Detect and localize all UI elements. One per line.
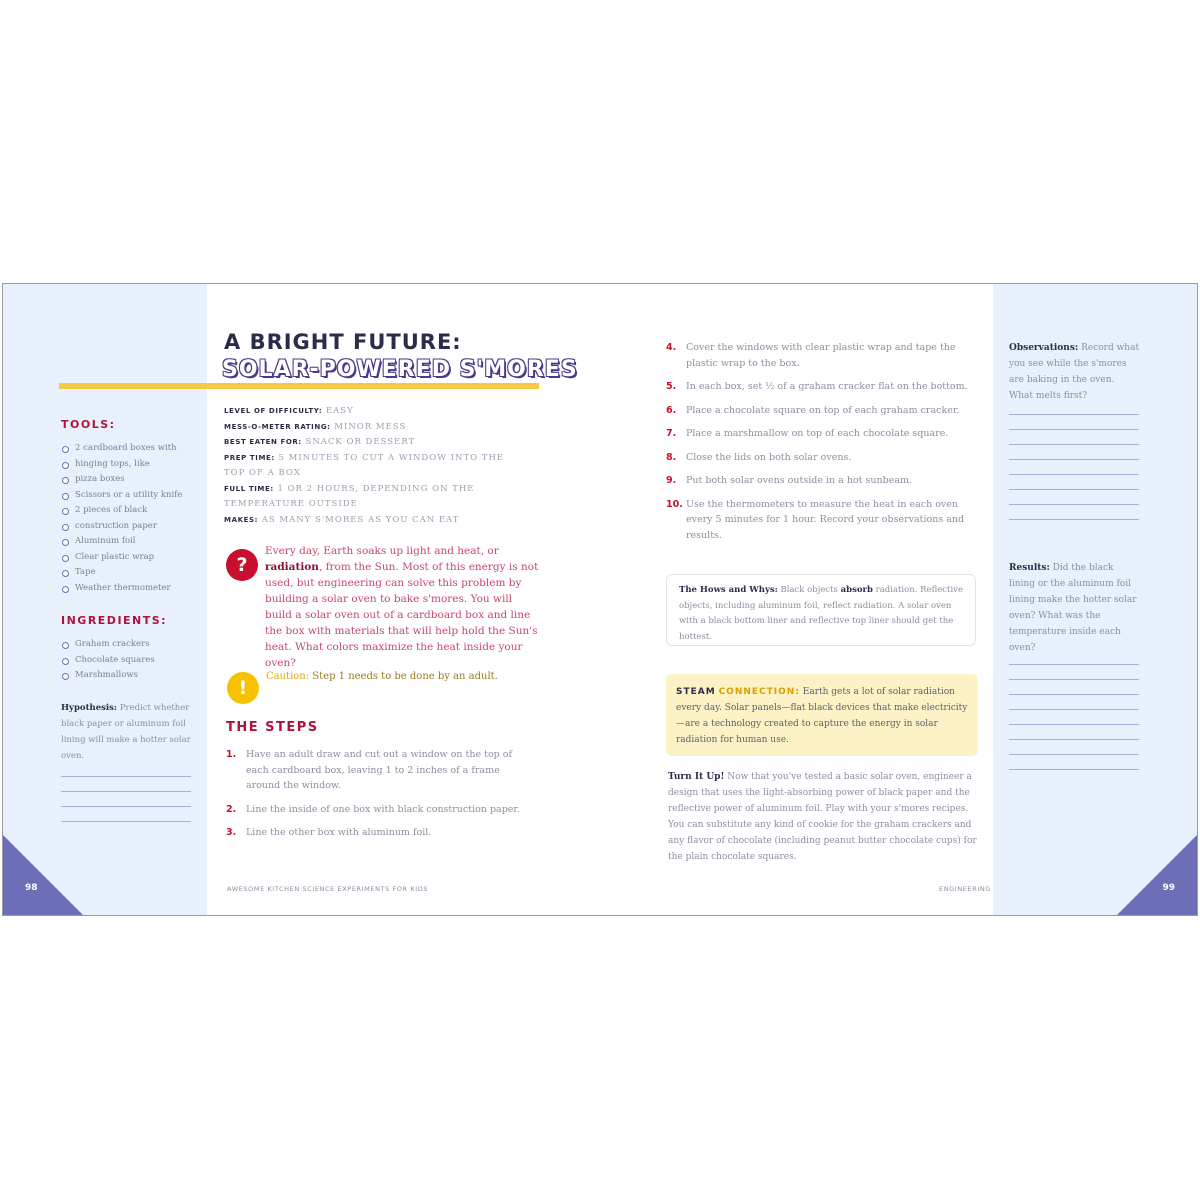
caution-note xyxy=(266,669,546,685)
step-item xyxy=(226,802,536,818)
book-spread xyxy=(2,283,1198,916)
meta-row xyxy=(224,435,524,451)
tool-item: Weather thermometer xyxy=(61,581,191,597)
meta-key: BEST EATEN FOR: xyxy=(224,438,302,446)
step-item xyxy=(666,340,978,371)
caution-icon: ! xyxy=(227,672,259,704)
observations-text: Record what you see while the s'mores are baking in the oven. What melts first? xyxy=(1009,343,1140,401)
meta-value: 1 OR 2 HOURS, DEPENDING ON THE TEMPERATURE OUTSIDE xyxy=(224,483,475,509)
step-number: 5. xyxy=(666,381,677,392)
title-underline-bar xyxy=(59,383,539,389)
step-number: 3. xyxy=(226,827,237,838)
observations-label: Observations: xyxy=(1009,343,1079,353)
ingredient-item: Graham crackers xyxy=(61,637,191,653)
tool-item: Scissors or a utility knife xyxy=(61,488,191,504)
howwhy-label: The Hows and Whys: xyxy=(679,585,778,595)
steam-label-b: CONNECTION: xyxy=(718,687,800,697)
meta-key: FULL TIME: xyxy=(224,484,274,493)
step-item xyxy=(666,403,978,419)
ingredients-heading: INGREDIENTS: xyxy=(61,614,168,627)
corner-tab-right xyxy=(1117,835,1197,915)
step-number: 7. xyxy=(666,428,677,439)
hypothesis-note xyxy=(61,700,193,764)
ingredient-item: Marshmallows xyxy=(61,668,191,684)
ingredient-item: Chocolate squares xyxy=(61,653,191,669)
step-number: 4. xyxy=(666,342,677,353)
meta-row xyxy=(224,482,524,513)
step-number: 9. xyxy=(666,475,677,486)
tool-item: pizza boxes xyxy=(61,472,191,488)
step-item xyxy=(666,473,978,489)
intro-paragraph xyxy=(265,543,539,671)
question-icon: ? xyxy=(226,549,258,581)
intro-highlight: radiation xyxy=(265,561,319,573)
hypothesis-label: Hypothesis: xyxy=(61,703,118,713)
observations-lines xyxy=(1009,414,1139,534)
intro-text-a: Every day, Earth soaks up light and heat, or xyxy=(265,545,499,557)
step-text: Have an adult draw and cut out a window on the top of each cardboard box, leaving 1 to 2 inches of a frame around the window. xyxy=(246,749,513,791)
meta-row xyxy=(224,404,524,420)
step-item xyxy=(226,747,536,794)
results-note xyxy=(1009,560,1141,656)
steam-connection-box xyxy=(666,674,978,756)
tool-item: Tape xyxy=(61,565,191,581)
running-footer-left: AWESOME KITCHEN SCIENCE EXPERIMENTS FOR KIDS xyxy=(227,885,429,893)
left-sidebar xyxy=(3,284,207,915)
step-text: Use the thermometers to measure the heat in each oven every 5 minutes for 1 hour. Record your observations and results. xyxy=(686,498,965,541)
hows-and-whys-box xyxy=(666,574,976,646)
tool-item: 2 cardboard boxes with xyxy=(61,441,191,457)
tool-item: hinging tops, like xyxy=(61,457,191,473)
step-item xyxy=(666,497,978,544)
step-text: Place a chocolate square on top of each graham cracker. xyxy=(686,404,960,416)
results-text: Did the black lining or the aluminum foil lining make the hotter solar oven? What was the temperature inside each oven? xyxy=(1009,563,1137,653)
step-item xyxy=(666,450,978,466)
hypothesis-lines xyxy=(61,776,191,836)
steps-heading: THE STEPS xyxy=(226,720,319,735)
step-item xyxy=(226,825,536,841)
ingredients-list xyxy=(61,637,191,684)
caution-text: Step 1 needs to be done by an adult. xyxy=(309,671,498,682)
meta-value: 5 MINUTES TO CUT A WINDOW INTO THE TOP OF A BOX xyxy=(224,452,505,478)
meta-row xyxy=(224,451,524,482)
results-label: Results: xyxy=(1009,563,1050,573)
turn-it-up-paragraph xyxy=(668,769,980,865)
caution-label: Caution: xyxy=(266,671,310,682)
intro-text-b: , from the Sun. Most of this energy is not used, but engineering can solve this problem by building a solar oven to bake s'mores. You will build a solar oven out of a cardboard box and line the box with materials that will help hold the Sun's heat. What colors maximize the heat inside your oven? xyxy=(265,561,539,669)
step-number: 10. xyxy=(666,498,683,510)
howwhy-text-a: Black objects xyxy=(777,585,841,595)
step-text: Line the other box with aluminum foil. xyxy=(246,827,432,838)
turn-text: Now that you've tested a basic solar oven, engineer a design that uses the light-absorbing power of black paper and the reflective power of aluminum foil. Play with your s'mores recipes. You can substitute any kind of cookie for the graham crackers and any flavor of chocolate (including peanut butter chocolate cups) for the plain chocolate squares. xyxy=(668,772,977,862)
page-title-line2: SOLAR-POWERED S'MORES xyxy=(222,357,578,382)
tool-item: Clear plastic wrap xyxy=(61,550,191,566)
meta-value: AS MANY S'MORES AS YOU CAN EAT xyxy=(261,514,460,525)
meta-key: MAKES: xyxy=(224,515,259,524)
step-text: Place a marshmallow on top of each chocolate square. xyxy=(686,428,949,439)
meta-row xyxy=(224,420,524,436)
recipe-meta xyxy=(224,404,524,528)
meta-key: PREP TIME: xyxy=(224,453,275,462)
hypothesis-text: Predict whether black paper or aluminum foil lining will make a hotter solar oven. xyxy=(61,703,191,761)
tool-item: 2 pieces of black xyxy=(61,503,191,519)
howwhy-text-b: radiation. Reflective objects, including aluminum foil, reflect radiation. A solar oven with a black bottom liner and reflective top liner should get the hottest. xyxy=(679,585,963,642)
meta-value: MINOR MESS xyxy=(334,421,407,432)
step-text: Line the inside of one box with black construction paper. xyxy=(246,803,520,815)
page-number-right: 99 xyxy=(1162,883,1175,893)
meta-key: LEVEL OF DIFFICULTY: xyxy=(224,407,323,415)
tool-item: construction paper xyxy=(61,519,191,535)
step-text: In each box, set ½ of a graham cracker flat on the bottom. xyxy=(686,381,968,392)
observations-note xyxy=(1009,340,1141,404)
right-sidebar xyxy=(993,284,1197,915)
step-number: 6. xyxy=(666,404,677,416)
tools-heading: TOOLS: xyxy=(61,418,116,431)
meta-row xyxy=(224,513,524,529)
step-number: 1. xyxy=(226,749,237,760)
steps-list-right xyxy=(666,340,978,551)
step-text: Put both solar ovens outside in a hot sunbeam. xyxy=(686,475,913,486)
step-number: 8. xyxy=(666,451,677,463)
meta-value: EASY xyxy=(325,406,354,416)
meta-key: MESS-O-METER RATING: xyxy=(224,422,331,431)
corner-tab-left xyxy=(3,835,83,915)
step-text: Close the lids on both solar ovens. xyxy=(686,451,852,463)
running-footer-right: ENGINEERING xyxy=(939,885,991,893)
step-item xyxy=(666,426,978,442)
steps-list-left xyxy=(226,747,536,849)
steam-text: Earth gets a lot of solar radiation every day. Solar panels—flat black devices that make electricity—are a technology created to capture the energy in solar radiation for human use. xyxy=(676,687,968,745)
steam-label-a: STEAM xyxy=(676,687,716,697)
step-text: Cover the windows with clear plastic wrap and tape the plastic wrap to the box. xyxy=(686,342,956,369)
step-item xyxy=(666,379,978,395)
tool-item: Aluminum foil xyxy=(61,534,191,550)
howwhy-bold: absorb xyxy=(840,585,873,595)
step-number: 2. xyxy=(226,803,237,815)
results-lines xyxy=(1009,664,1139,784)
meta-value: SNACK OR DESSERT xyxy=(305,437,416,447)
turn-label: Turn It Up! xyxy=(668,772,725,782)
page-title-line1: A BRIGHT FUTURE: xyxy=(224,330,462,354)
tools-list xyxy=(61,441,191,596)
page-number-left: 98 xyxy=(25,883,38,893)
